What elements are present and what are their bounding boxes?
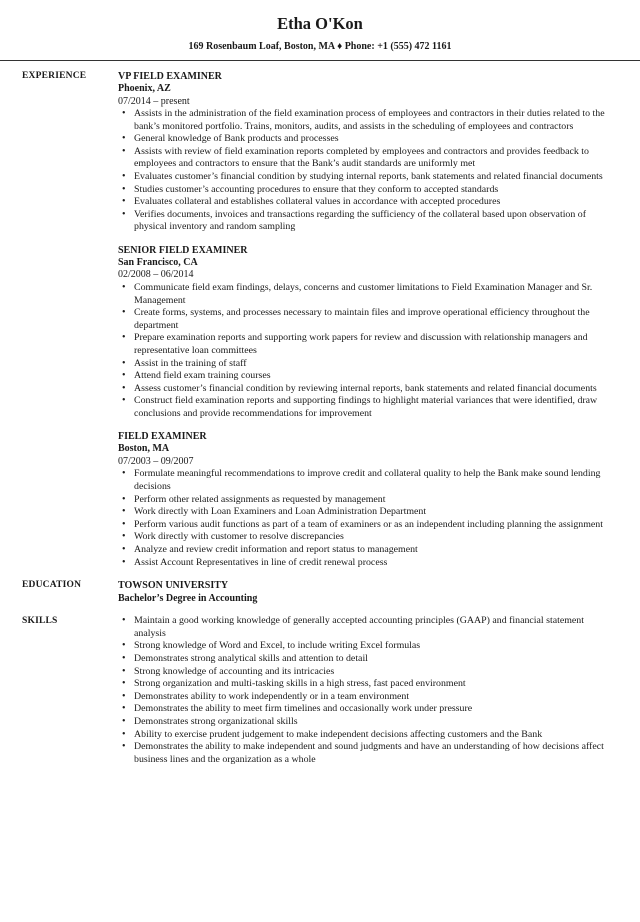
candidate-name: Etha O'Kon (277, 14, 363, 33)
list-item: • Communicate field exam findings, delays, concerns and customer limitations to Field Examination Manager and Sr. Management (134, 282, 618, 307)
job-entry (118, 244, 618, 421)
section-label-skills: SKILLS (22, 616, 58, 627)
list-item: • Ability to exercise prudent judgement to make independent decisions affecting customers and the Bank (134, 729, 618, 742)
contact-line: 169 Rosenbaum Loaf, Boston, MA ♦ Phone: +1 (555) 472 1161 (188, 41, 452, 52)
job-location: San Francisco, CA (118, 256, 198, 268)
list-item: • Prepare examination reports and supporting work papers for review and discussion with relationship managers and representative loan committees (134, 332, 618, 357)
list-item: • Demonstrates strong analytical skills and attention to detail (134, 653, 618, 666)
section-label-education: EDUCATION (22, 580, 82, 591)
list-item: • General knowledge of Bank products and processes (134, 133, 618, 146)
list-item: • Demonstrates ability to work independently or in a team environment (134, 691, 618, 704)
header-divider (0, 60, 640, 61)
job-entry (118, 70, 618, 234)
list-item: • Demonstrates the ability to make independent and sound judgments and have an understanding of how decisions affect business lines and the organization as a whole (134, 741, 618, 766)
list-item: • Demonstrates the ability to meet firm timelines and occasionally work under pressure (134, 703, 618, 716)
list-item: • Attend field exam training courses (134, 370, 618, 383)
list-item: • Assists in the administration of the field examination process of employees and contractors in their duties related to the bank’s monitored portfolio. Trains, monitors, audits, and assists in the scheduling of employees and contractors (134, 108, 618, 133)
job-location: Boston, MA (118, 443, 170, 455)
list-item: • Evaluates customer’s financial condition by studying internal reports, bank statements and related financial documents (134, 171, 618, 184)
job-title: FIELD EXAMINER (118, 431, 207, 443)
list-item: • Work directly with Loan Examiners and Loan Administration Department (134, 506, 618, 519)
job-entry (118, 430, 618, 569)
list-item: • Strong organization and multi-tasking skills in a high stress, fast paced environment (134, 678, 618, 691)
education-section (0, 579, 640, 605)
resume-header (0, 0, 640, 61)
job-location: Phoenix, AZ (118, 83, 171, 94)
list-item: • Construct field examination reports and supporting findings to highlight material variances that were identified, draw conclusions and provide recommendations for improvement (134, 395, 618, 420)
job-dates: 07/2003 – 09/2007 (118, 455, 194, 467)
job-bullets (118, 468, 618, 569)
list-item: • Demonstrates strong organizational skills (134, 716, 618, 729)
skills-section (0, 615, 640, 766)
list-item: • Assist Account Representatives in line of credit renewal process (134, 557, 618, 570)
list-item: • Strong knowledge of Word and Excel, to include writing Excel formulas (134, 640, 618, 653)
job-bullets (118, 282, 618, 421)
job-title: SENIOR FIELD EXAMINER (118, 244, 248, 256)
skills-list (118, 615, 618, 766)
list-item: • Evaluates collateral and establishes collateral values in accordance with accepted procedures (134, 196, 618, 209)
list-item: • Perform various audit functions as part of a team of examiners or as an independent including planning the assignment (134, 519, 618, 532)
list-item: • Work directly with customer to resolve discrepancies (134, 531, 618, 544)
list-item: • Studies customer’s accounting procedures to ensure that they conform to accepted standards (134, 184, 618, 197)
list-item: • Create forms, systems, and processes necessary to maintain files and improve operational efficiency throughout the department (134, 307, 618, 332)
section-label-experience: EXPERIENCE (22, 71, 87, 81)
degree-name: Bachelor’s Degree in Accounting (118, 593, 258, 605)
list-item: • Assess customer’s financial condition by reviewing internal reports, bank statements and related financial documents (134, 383, 618, 396)
list-item: • Verifies documents, invoices and transactions regarding the sufficiency of the collateral based upon observation of physical inventory and random sampling (134, 209, 618, 234)
job-dates: 02/2008 – 06/2014 (118, 269, 194, 281)
list-item: • Analyze and review credit information and report status to management (134, 544, 618, 557)
list-item: • Assists with review of field examination reports completed by employees and contractors and provides feedback to employees and contractors to ensure that the Bank’s audit standards are uniformly met (134, 146, 618, 171)
school-name: TOWSON UNIVERSITY (118, 580, 229, 592)
list-item: • Assist in the training of staff (134, 358, 618, 371)
job-bullets (118, 108, 618, 234)
list-item: • Strong knowledge of accounting and its intricacies (134, 666, 618, 679)
list-item: • Maintain a good working knowledge of generally accepted accounting principles (GAAP) and financial statement analysis (134, 615, 618, 640)
experience-section (0, 70, 640, 569)
list-item: • Perform other related assignments as requested by management (134, 494, 618, 507)
job-title: VP FIELD EXAMINER (118, 71, 222, 82)
job-dates: 07/2014 – present (118, 95, 190, 107)
list-item: • Formulate meaningful recommendations to improve credit and collateral quality to help the Bank make sound lending decisions (134, 468, 618, 493)
